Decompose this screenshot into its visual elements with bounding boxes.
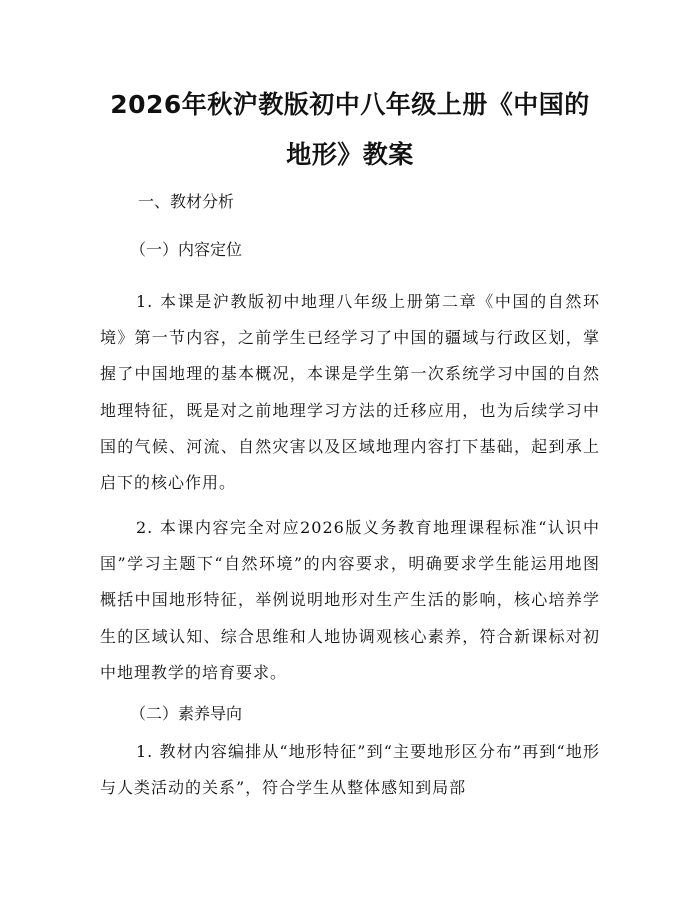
subsection-heading-literacy-orientation: （二）素养导向 [130,704,243,723]
paragraph-literacy-orientation-1: 1. 教材内容编排从“地形特征”到“主要地形区分布”再到“地形与人类活动的关系”，符合学生从整体感知到局部 [100,742,600,798]
paragraph-content-positioning-1: 1. 本课是沪教版初中地理八年级上册第二章《中国的自然环境》第一节内容，之前学生已经学习了中国的疆域与行政区划，掌握了中国地理的基本概况，本课是学生第一次系统学习中国的自然地理特征，既是对之前地理学习方法的迁移应用，也为后续学习中国的气候、河流、自然灾害以及区域地理内容打下基础，起到承上启下的核心作用。 [100,292,600,493]
subsection-heading-content-positioning: （一）内容定位 [130,240,243,259]
section-heading-teaching-material-analysis: 一、教材分析 [138,192,235,211]
paragraph-content-positioning-2: 2. 本课内容完全对应2026版义务教育地理课程标准“认识中国”学习主题下“自然环境”的内容要求，明确要求学生能运用地图概括中国地形特征，举例说明地形对生产生活的影响，核心培养学生的区域认知、综合思维和人地协调观核心素养，符合新课标对初中地理教学的培育要求。 [100,518,600,682]
document-title: 2026年秋沪教版初中八年级上册《中国的地形》教案 [110,90,590,169]
